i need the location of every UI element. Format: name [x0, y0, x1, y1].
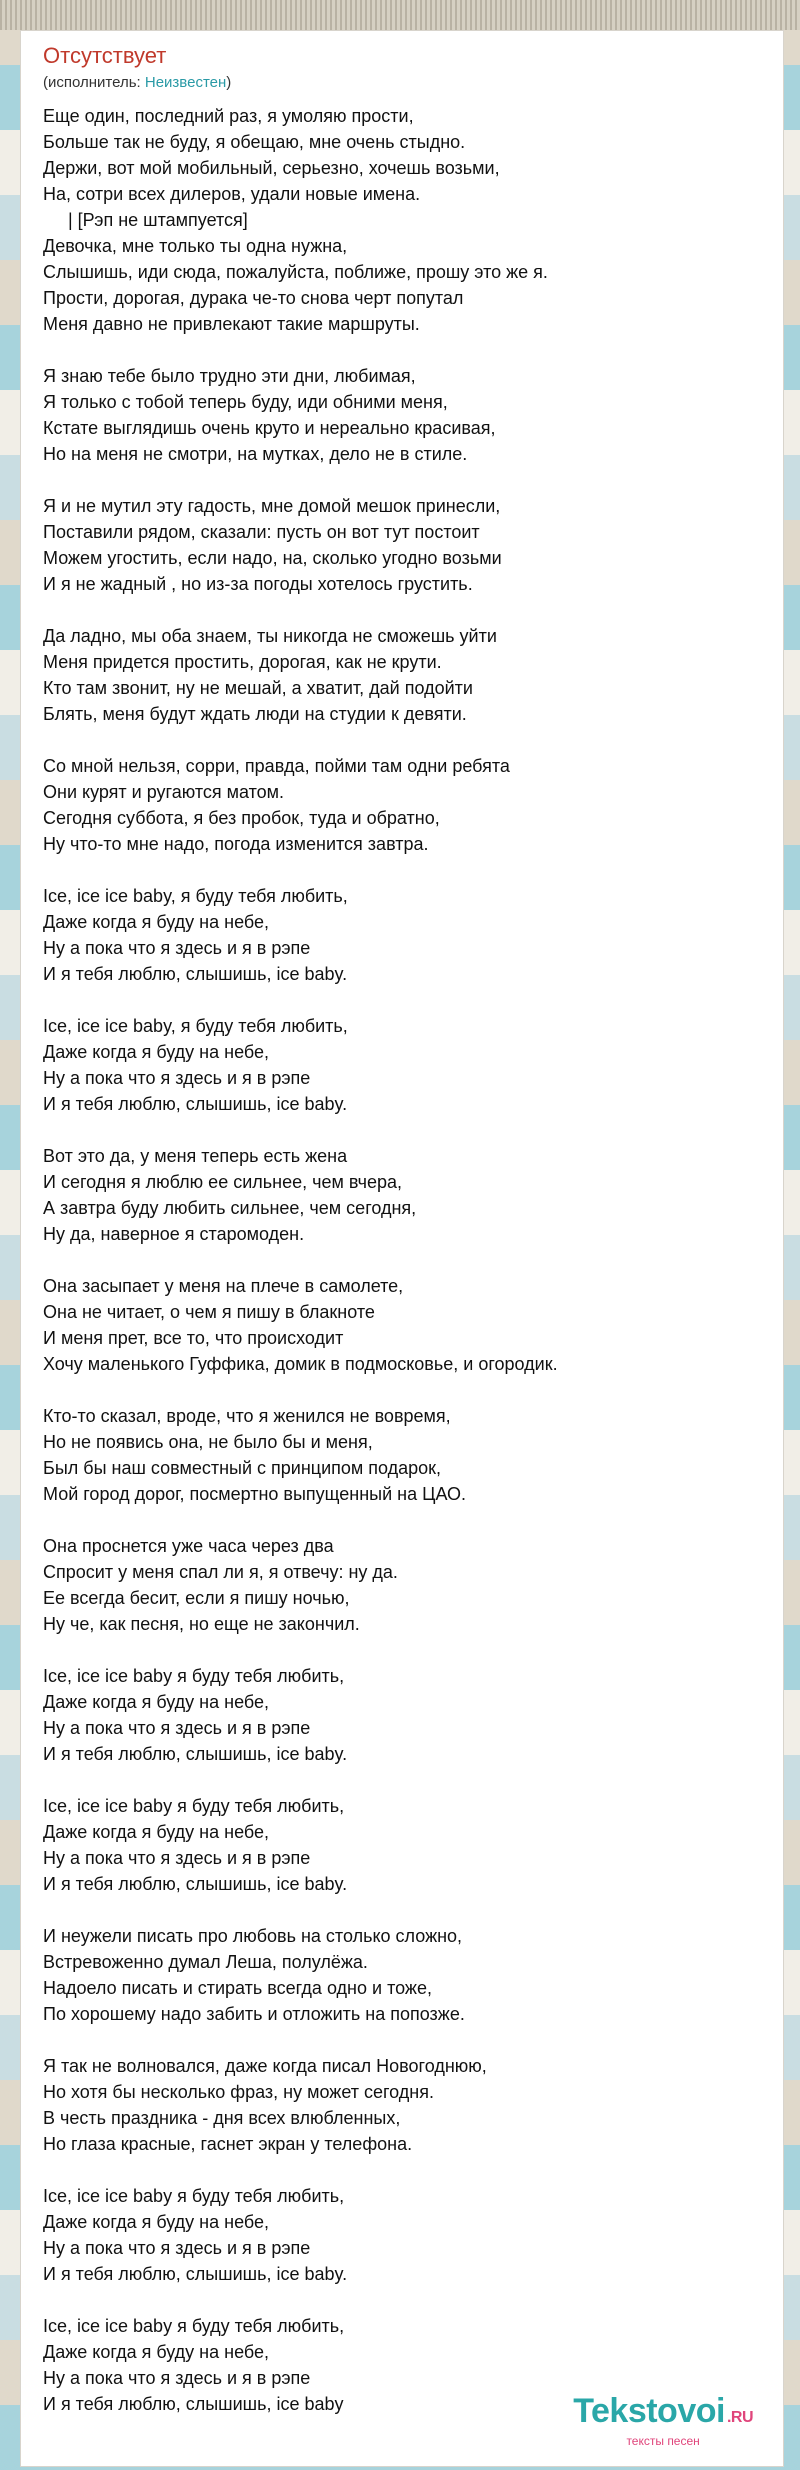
lyric-line: В честь праздника - дня всех влюбленных, [43, 2108, 401, 2128]
lyric-line: Меня придется простить, дорогая, как не крути. [43, 652, 442, 672]
lyric-line: Даже когда я буду на небе, [43, 912, 270, 932]
lyric-line: Кстате выглядишь очень круто и нереально красивая, [43, 418, 496, 438]
lyric-line: Но глаза красные, гаснет экран у телефона. [43, 2134, 413, 2154]
lyric-line: Ну а пока что я здесь и я в рэпе [43, 2368, 311, 2388]
lyric-line: И я тебя люблю, слышишь, ice baby. [43, 1874, 348, 1894]
stanza-gap [43, 1247, 763, 1273]
stanza-gap [43, 597, 763, 623]
lyric-line: Надоело писать и стирать всегда одно и тоже, [43, 1978, 432, 1998]
lyric-line: Вот это да, у меня теперь есть жена [43, 1146, 348, 1166]
lyric-line: Хочу маленького Гуффика, домик в подмосковье, и огородик. [43, 1354, 558, 1374]
stanza-gap [43, 467, 763, 493]
lyric-line: И меня прет, все то, что происходит [43, 1328, 344, 1348]
lyric-line: Даже когда я буду на небе, [43, 2342, 270, 2362]
lyric-line: Я так не волновался, даже когда писал Новогоднюю, [43, 2056, 487, 2076]
lyric-line: Даже когда я буду на небе, [43, 1042, 270, 1062]
lyric-line: Я знаю тебе было трудно эти дни, любимая, [43, 366, 416, 386]
lyric-line: Они курят и ругаются матом. [43, 782, 285, 802]
stanza-gap [43, 1507, 763, 1533]
lyric-line: Ice, ice ice baby я буду тебя любить, [43, 2186, 345, 2206]
lyric-line: Да ладно, мы оба знаем, ты никогда не сможешь уйти [43, 626, 497, 646]
lyric-line: Она проснется уже часа через два [43, 1536, 334, 1556]
lyric-line: Девочка, мне только ты одна нужна, [43, 236, 348, 256]
lyric-line: Но на меня не смотри, на мутках, дело не в стиле. [43, 444, 468, 464]
lyric-line: Слышишь, иди сюда, пожалуйста, поближе, прошу это же я. [43, 262, 548, 282]
lyric-line: Ну а пока что я здесь и я в рэпе [43, 938, 311, 958]
stanza-gap [43, 727, 763, 753]
lyric-line: Поставили рядом, сказали: пусть он вот тут постоит [43, 522, 480, 542]
lyric-line: Она засыпает у меня на плече в самолете, [43, 1276, 404, 1296]
lyric-line: Ice, ice ice baby я буду тебя любить, [43, 2316, 345, 2336]
lyric-line: | [Рэп не штампуется] [43, 210, 248, 230]
lyric-line: Можем угостить, если надо, на, сколько угодно возьми [43, 548, 502, 568]
lyric-line: Ну а пока что я здесь и я в рэпе [43, 2238, 311, 2258]
stanza-gap [43, 337, 763, 363]
stanza-gap [43, 1637, 763, 1663]
lyric-line: Больше так не буду, я обещаю, мне очень стыдно. [43, 132, 466, 152]
logo-wordmark [573, 2393, 753, 2436]
lyric-line: Мой город дорог, посмертно выпущенный на ЦАО. [43, 1484, 467, 1504]
lyric-line: Был бы наш совместный с принципом подарок, [43, 1458, 442, 1478]
lyric-line: На, сотри всех дилеров, удали новые имена. [43, 184, 421, 204]
stanza-gap [43, 1897, 763, 1923]
lyric-line: Ice, ice ice baby я буду тебя любить, [43, 1666, 345, 1686]
artist-suffix: ) [226, 74, 232, 91]
lyrics-text [43, 103, 763, 2417]
lyric-line: Ice, ice ice baby, я буду тебя любить, [43, 886, 348, 906]
lyric-line: Ну да, наверное я старомоден. [43, 1224, 305, 1244]
lyric-line: Ну а пока что я здесь и я в рэпе [43, 1068, 311, 1088]
lyric-line: Прости, дорогая, дурака че-то снова черт попутал [43, 288, 464, 308]
lyric-line: Но хотя бы несколько фраз, ну может сегодня. [43, 2082, 434, 2102]
lyric-line: И я тебя люблю, слышишь, ice baby. [43, 1744, 348, 1764]
lyric-line: Ice, ice ice baby, я буду тебя любить, [43, 1016, 348, 1036]
lyric-line: И я не жадный , но из-за погоды хотелось грустить. [43, 574, 473, 594]
lyric-line: Она не читает, о чем я пишу в блакноте [43, 1302, 375, 1322]
lyric-line: Встревоженно думал Леша, полулёжа. [43, 1952, 368, 1972]
lyric-line: Даже когда я буду на небе, [43, 2212, 270, 2232]
lyric-line: И я тебя люблю, слышишь, ice baby [43, 2394, 344, 2414]
lyric-line: Держи, вот мой мобильный, серьезно, хочешь возьми, [43, 158, 500, 178]
lyric-line: Сегодня суббота, я без пробок, туда и обратно, [43, 808, 440, 828]
lyric-line: Кто-то сказал, вроде, что я женился не вовремя, [43, 1406, 451, 1426]
lyrics-card [20, 30, 784, 2467]
logo-subtitle: тексты песен [626, 2434, 700, 2448]
lyric-line: По хорошему надо забить и отложить на попозже. [43, 2004, 465, 2024]
lyric-line: И я тебя люблю, слышишь, ice baby. [43, 1094, 348, 1114]
lyric-line: Ее всегда бесит, если я пишу ночью, [43, 1588, 350, 1608]
stanza-gap [43, 1117, 763, 1143]
stanza-gap [43, 987, 763, 1013]
lyric-line: Со мной нельзя, сорри, правда, пойми там одни ребята [43, 756, 510, 776]
stanza-gap [43, 2157, 763, 2183]
lyric-line: Ну а пока что я здесь и я в рэпе [43, 1718, 311, 1738]
lyric-line: Даже когда я буду на небе, [43, 1822, 270, 1842]
stanza-gap [43, 1377, 763, 1403]
lyric-line: Ну а пока что я здесь и я в рэпе [43, 1848, 311, 1868]
lyric-line: Кто там звонит, ну не мешай, а хватит, дай подойти [43, 678, 473, 698]
song-title: Отсутствует [43, 43, 167, 68]
lyric-line: Спросит у меня спал ли я, я отвечу: ну да. [43, 1562, 398, 1582]
artist-link[interactable]: Неизвестен [144, 74, 227, 91]
stanza-gap [43, 857, 763, 883]
lyric-line: Меня давно не привлекают такие маршруты. [43, 314, 420, 334]
top-decorative-strip [0, 0, 800, 30]
lyric-line: Блять, меня будут ждать люди на студии к девяти. [43, 704, 467, 724]
site-logo[interactable] [573, 2393, 753, 2448]
logo-main-text: Tekstovoi [573, 2392, 725, 2430]
lyric-line: Я только с тобой теперь буду, иди обними меня, [43, 392, 448, 412]
lyric-line: И я тебя люблю, слышишь, ice baby. [43, 964, 348, 984]
lyric-line: И я тебя люблю, слышишь, ice baby. [43, 2264, 348, 2284]
lyric-line: А завтра буду любить сильнее, чем сегодня, [43, 1198, 417, 1218]
lyric-line: Даже когда я буду на небе, [43, 1692, 270, 1712]
lyric-line: Ну че, как песня, но еще не закончил. [43, 1614, 360, 1634]
lyric-line: Еще один, последний раз, я умоляю прости, [43, 106, 414, 126]
lyric-line: Но не появись она, не было бы и меня, [43, 1432, 373, 1452]
stanza-gap [43, 2287, 763, 2313]
lyric-line: Я и не мутил эту гадость, мне домой мешок принесли, [43, 496, 501, 516]
lyric-line: И неужели писать про любовь на столько сложно, [43, 1926, 463, 1946]
lyric-line: Ну что-то мне надо, погода изменится завтра. [43, 834, 429, 854]
artist-prefix: (исполнитель: [43, 74, 145, 91]
lyric-line: И сегодня я люблю ее сильнее, чем вчера, [43, 1172, 403, 1192]
lyric-line: Ice, ice ice baby я буду тебя любить, [43, 1796, 345, 1816]
stanza-gap [43, 1767, 763, 1793]
artist-line [43, 73, 231, 93]
logo-tld: .RU [726, 2409, 753, 2426]
stanza-gap [43, 2027, 763, 2053]
